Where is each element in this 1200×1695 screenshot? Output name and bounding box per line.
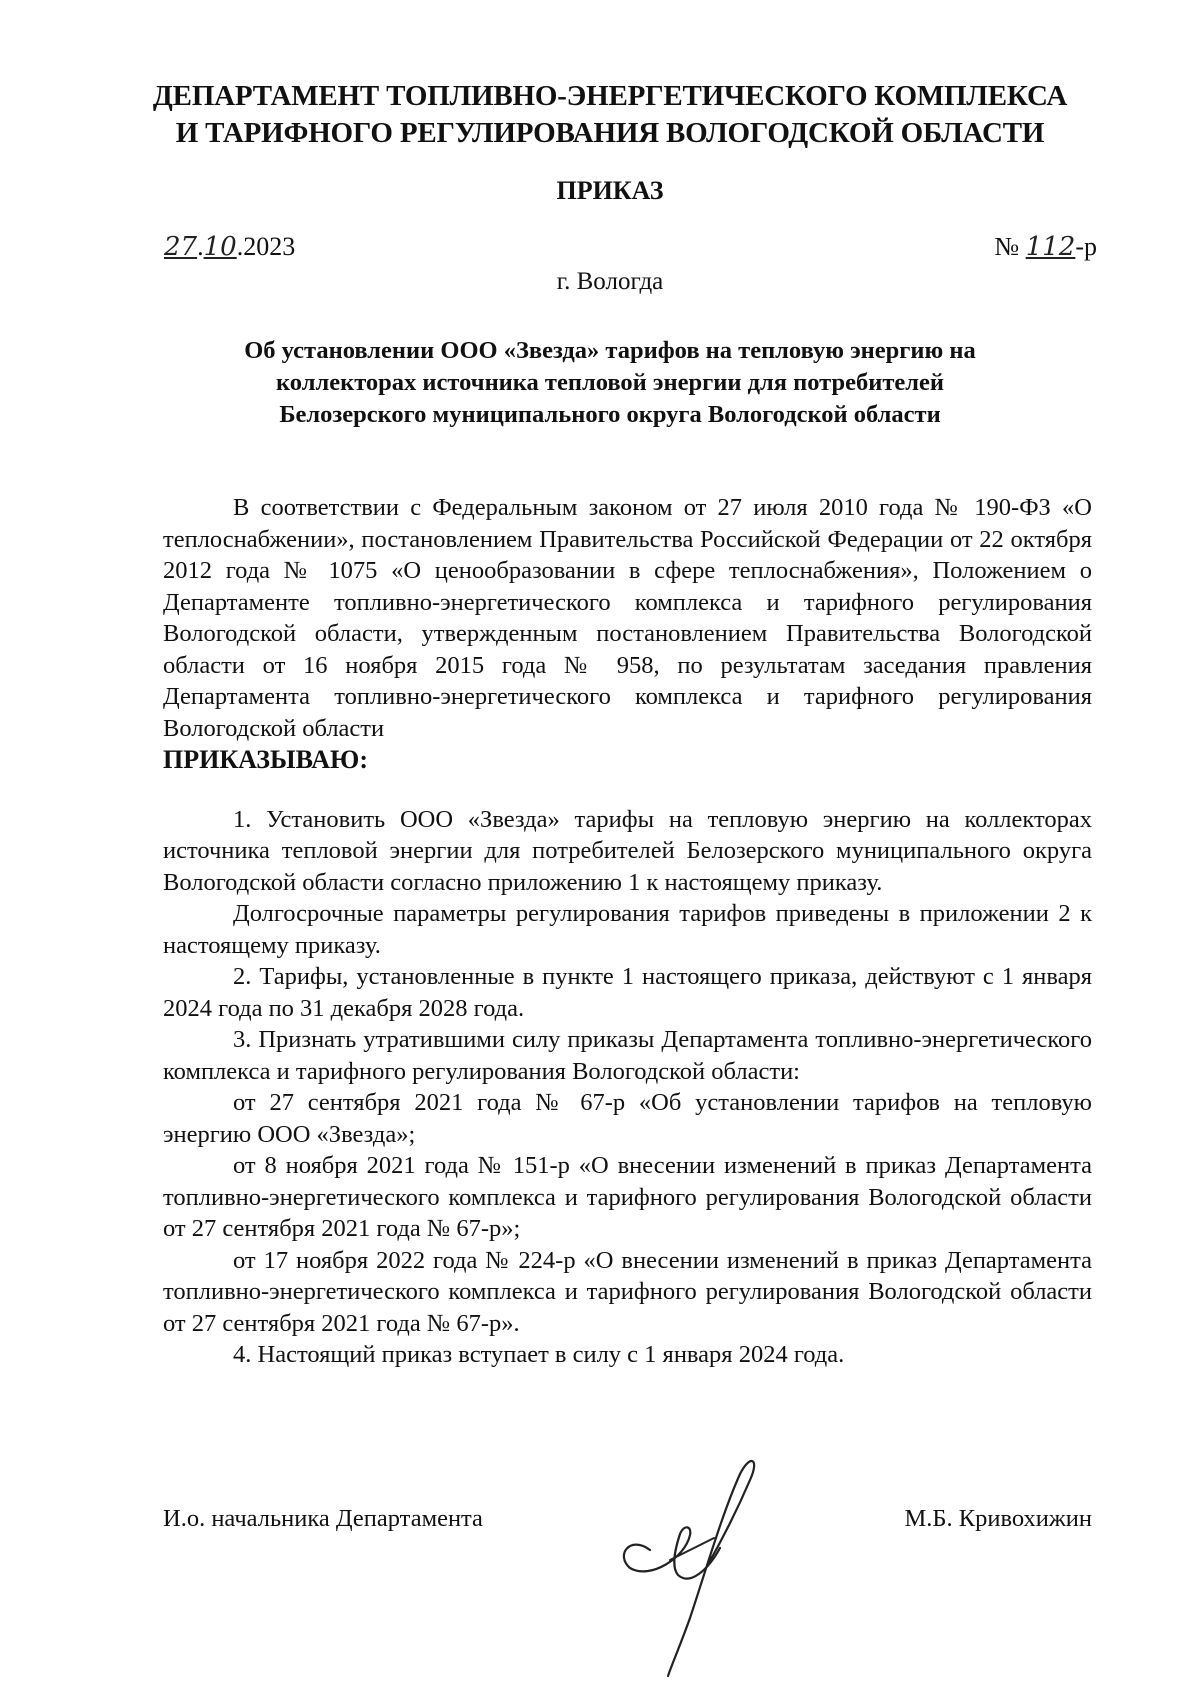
preamble-paragraph: В соответствии с Федеральным законом от 27 июля 2010 года № 190-ФЗ «О теплоснабжении», постановлением Правительства Российской Федерации от 22 октября 2012 года № 1075 «О ценообразовании в сфере теплоснабжения», Положением о Департаменте топливно-энергетического комплекса и тарифного регулирования Вологодской области, утвержденным постановлением Правительства Вологодской области от 16 ноября 2015 года № 958, по результатам заседания правления Департамента топливно-энергетического комплекса и тарифного регулирования Вологодской области	[163, 494, 1092, 742]
item-1: 1. Установить ООО «Звезда» тарифы на тепловую энергию на коллекторах источника тепловой энергии для потребителей Белозерского муниципального округа Вологодской области согласно приложению 1 к настоящему приказу.	[163, 805, 1092, 896]
subject-line1: Об установлении ООО «Звезда» тарифов на тепловую энергию на	[244, 337, 976, 364]
department-name-line2: И ТАРИФНОГО РЕГУЛИРОВАНИЯ ВОЛОГОДСКОЙ ОБЛАСТИ	[175, 117, 1045, 149]
item-3-order-224: от 17 ноября 2022 года № 224-р «О внесении изменений в приказ Департамента топливно-энергетического комплекса и тарифного регулирования Вологодской области от 27 сентября 2021 года № 67-р».	[163, 1246, 1092, 1337]
item-3-order-67: от 27 сентября 2021 года № 67-р «Об установлении тарифов на тепловую энергию ООО «Звезда»;	[163, 1089, 1092, 1148]
order-body	[163, 492, 1092, 1371]
handwritten-number: 112	[1025, 232, 1076, 262]
item-3-order-151: от 8 ноября 2021 года № 151-р «О внесении изменений в приказ Департамента топливно-энергетического комплекса и тарифного регулирования Вологодской области от 27 сентября 2021 года № 67-р»;	[163, 1152, 1092, 1242]
number-prefix: №	[994, 232, 1026, 261]
department-header	[150, 78, 1070, 152]
order-word: ПРИКАЗЫВАЮ:	[163, 745, 368, 774]
signatory-name: М.Б. Кривохижин	[904, 1505, 1092, 1532]
subject-line2: коллекторах источника тепловой энергии для потребителей	[276, 369, 944, 396]
order-subject	[200, 335, 1020, 431]
item-3: 3. Признать утратившими силу приказы Департамента топливно-энергетического комплекса и тарифного регулирования Вологодской области:	[163, 1026, 1092, 1085]
handwritten-month: 10	[203, 232, 237, 262]
order-number	[994, 232, 1097, 262]
department-name-line1: ДЕПАРТАМЕНТ ТОПЛИВНО-ЭНЕРГЕТИЧЕСКОГО КОМПЛЕКСА	[152, 80, 1068, 112]
printed-year: .2023	[236, 232, 296, 261]
city-name: г. Вологда	[556, 268, 664, 295]
handwritten-signature	[610, 1440, 790, 1680]
order-date: 27.10.2023	[164, 232, 296, 262]
handwritten-day: 27	[164, 232, 198, 262]
signatory-position: И.о. начальника Департамента	[163, 1505, 483, 1532]
item-4: 4. Настоящий приказ вступает в силу с 1 января 2024 года.	[233, 1341, 845, 1368]
subject-line3: Белозерского муниципального округа Вологодской области	[279, 401, 941, 428]
item-1-long-term-params: Долгосрочные параметры регулирования тарифов приведены в приложении 2 к настоящему приказу.	[163, 900, 1092, 959]
item-2: 2. Тарифы, установленные в пункте 1 настоящего приказа, действуют с 1 января 2024 года по 31 декабря 2028 года.	[163, 963, 1092, 1022]
document-type-title: ПРИКАЗ	[556, 176, 664, 205]
number-suffix: -р	[1075, 232, 1097, 261]
